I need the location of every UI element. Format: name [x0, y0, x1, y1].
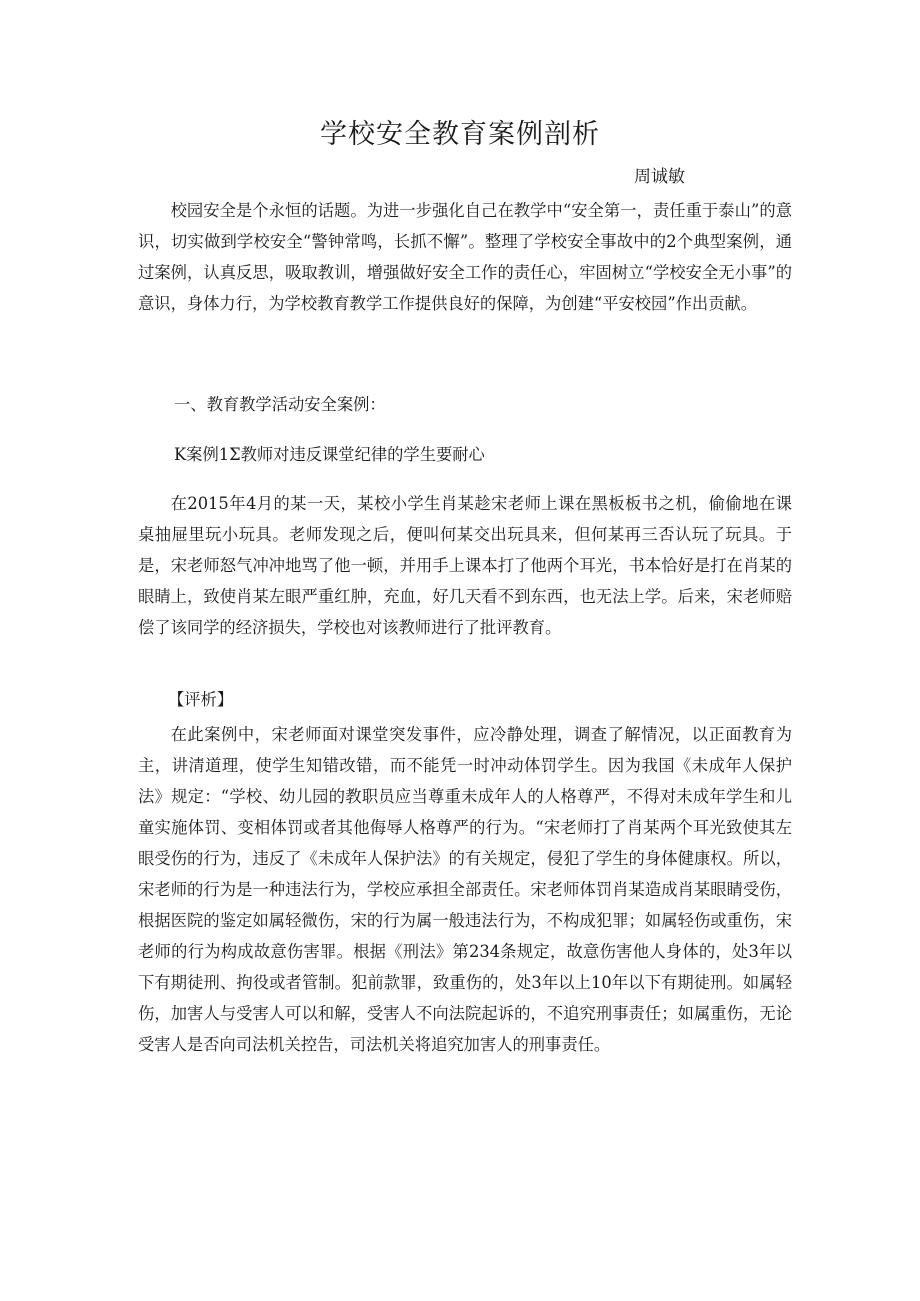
case-heading: K案例1Σ教师对违反课堂纪律的学生要耐心	[174, 445, 485, 464]
review-paragraph: 在此案例中，宋老师面对课堂突发事件，应冷静处理，调查了解情况，以正面教育为主，讲清道理，使学生知错改错，而不能凭一时冲动体罚学生。因为我国《未成年人保护法》规定：“学校、幼儿园的教职员应当尊重未成年人的人格尊严，不得对未成年学生和儿童实施体罚、变相体罚或者其他侮辱人格尊严的行为。“宋老师打了肖某两个耳光致使其左眼受伤的行为，违反了《未成年人保护法》的有关规定，侵犯了学生的身体健康权。所以，宋老师的行为是一种违法行为，学校应承担全部责任。宋老师体罚肖某造成肖某眼睛受伤，根据医院的鉴定如属轻微伤，宋的行为属一般违法行为，不构成犯罪；如属轻伤或重伤，宋老师的行为构成故意伤害罪。根据《刑法》第234条规定，故意伤害他人身体的，处3年以下有期徒刑、拘役或者管制。犯前款罪，致重伤的，处3年以上10年以下有期徒刑。如属轻伤，加害人与受害人可以和解，受害人不向法院起诉的，不追究刑事责任；如属重伤，无论受害人是否向司法机关控告，司法机关将追究加害人的刑事责任。	[138, 725, 792, 1054]
document-title: 学校安全教育案例剖析	[320, 119, 600, 150]
intro-paragraph: 校园安全是个永恒的话题。为进一步强化自己在教学中“安全第一，责任重于泰山”的意识，切实做到学校安全“警钟常鸣，长抓不懈”。整理了学校安全事故中的2个典型案例，通过案例，认真反思，吸取教训，增强做好安全工作的责任心，牢固树立“学校安全无小事”的意识，身体力行，为学校教育教学工作提供良好的保障，为创建“平安校园”作出贡献。	[138, 201, 792, 313]
section-heading: 一、教育教学活动安全案例：	[174, 395, 386, 414]
case-paragraph: 在2015年4月的某一天，某校小学生肖某趁宋老师上课在黑板板书之机，偷偷地在课桌抽屉里玩小玩具。老师发现之后，便叫何某交出玩具来，但何某再三否认玩了玩具。于是，宋老师怒气冲冲地骂了他一顿，并用手上课本打了他两个耳光，书本恰好是打在肖某的眼睛上，致使肖某左眼严重红肿，充血，好几天看不到东西，也无法上学。后来，宋老师赔偿了该同学的经济损失，学校也对该教师进行了批评教育。	[138, 494, 792, 637]
author-name: 周诚敏	[634, 167, 685, 187]
review-heading: 【评析】	[168, 690, 234, 709]
